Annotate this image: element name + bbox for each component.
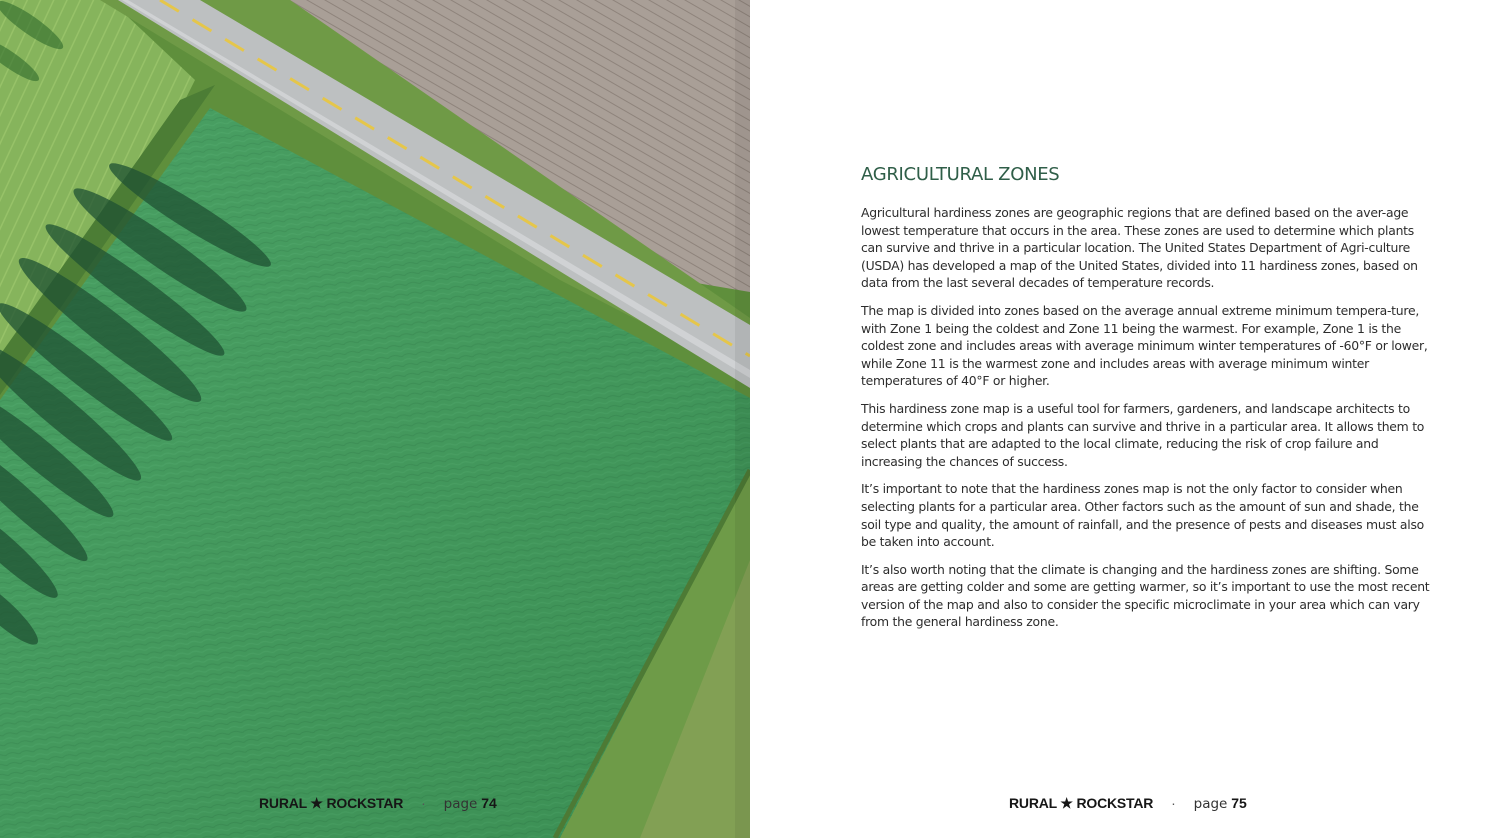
article-paragraph: It’s important to note that the hardiness zones map is not the only factor to consider when selecting plants for a particular area. Other factors such as the amount of sun and shade, the soil type and quality, the amount of rainfall, and the presence of pests and diseases must also be taken into account. <box>861 481 1425 550</box>
footer-left <box>259 795 497 812</box>
article-body <box>861 204 1439 641</box>
article-heading: AGRICULTURAL ZONES <box>861 164 1060 185</box>
footer-brand: RURAL ★ ROCKSTAR <box>259 795 404 811</box>
footer-brand: RURAL ★ ROCKSTAR <box>1009 795 1154 811</box>
footer-separator: · <box>1171 795 1176 811</box>
footer-page-number: 74 <box>481 795 497 811</box>
article-paragraph: This hardiness zone map is a useful tool for farmers, gardeners, and landscape architects to determine which crops and plants can survive and thrive in a particular area. It allows them to select plants that are adapted to the local climate, reducing the risk of crop failure and increasing the chances of success. <box>861 400 1425 469</box>
footer-page-number: 75 <box>1231 795 1247 811</box>
article-paragraph: It’s also worth noting that the climate is changing and the hardiness zones are shifting. Some areas are getting colder and some are getting warmer, so it’s important to use the most recent version of the map and also to consider the specific microclimate in your area which can vary from the general hardiness zone. <box>861 561 1430 630</box>
article-paragraph: The map is divided into zones based on the average annual extreme minimum tempera-ture, with Zone 1 being the coldest and Zone 11 being the warmest. For example, Zone 1 is the coldest zone and includes areas with average minimum winter temperatures of -60°F or lower, while Zone 11 is the warmest zone and includes areas with average minimum winter temperatures of 40°F or higher. <box>861 302 1428 389</box>
right-page <box>750 0 1500 838</box>
footer-page-label: page <box>443 796 478 812</box>
footer-page-label: page <box>1193 796 1228 812</box>
article-paragraph: Agricultural hardiness zones are geographic regions that are defined based on the aver-age lowest temperature that occurs in the area. These zones are used to determine which plants can survive and thrive in a particular location. The United States Department of Agri-culture (USDA) has developed a map of the United States, divided into 11 hardiness zones, based on data from the last several decades of temperature records. <box>861 205 1418 291</box>
footer-separator: · <box>421 795 426 811</box>
footer-right <box>1009 795 1247 812</box>
